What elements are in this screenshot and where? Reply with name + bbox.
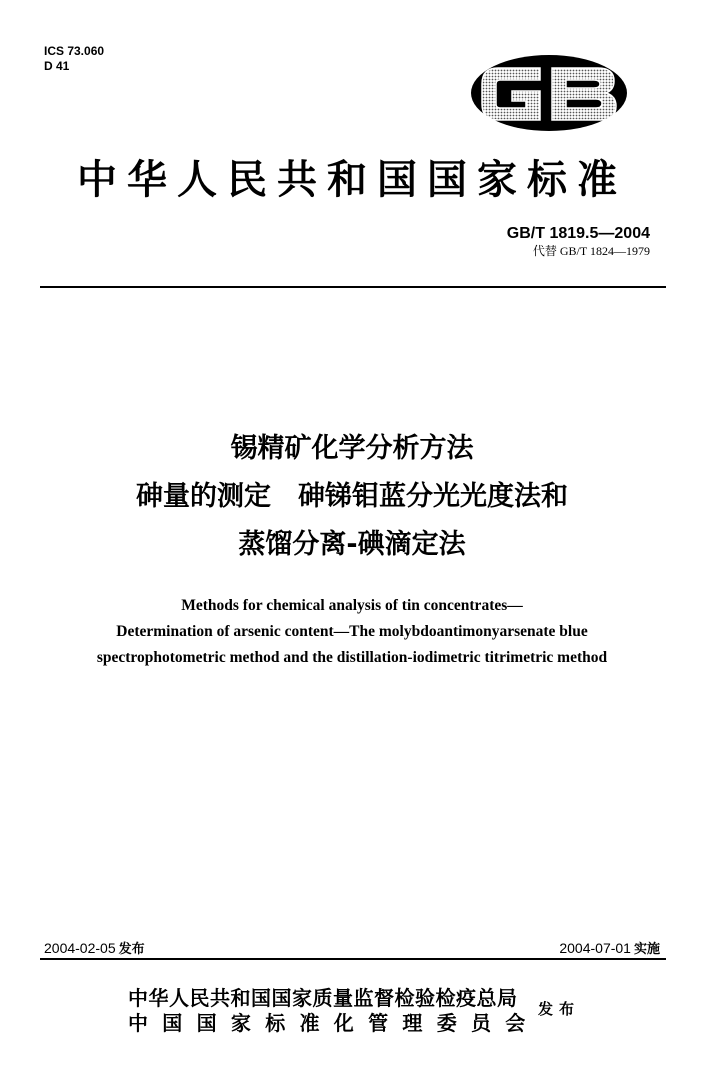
title-en-line-1: Methods for chemical analysis of tin concentrates— <box>181 597 523 614</box>
issue-label: 发布 <box>118 942 145 957</box>
title-en-line-3: spectrophotometric method and the distillation-iodimetric titrimetric method <box>96 649 608 666</box>
implement-label: 实施 <box>633 942 660 957</box>
title-cn-line-2: 砷量的测定 砷锑钼蓝分光光度法和 <box>136 481 568 512</box>
header-divider <box>40 286 666 288</box>
title-cn-line-3: 蒸馏分离-碘滴定法 <box>238 529 466 560</box>
issuer-aqsiq: 中华人民共和国国家质量监督检验检疫总局 <box>128 986 518 1010</box>
classification-codes <box>44 44 104 74</box>
ics-code: ICS 73.060 <box>44 44 105 58</box>
gb-logo-icon <box>470 54 628 132</box>
ccs-code: D 41 <box>44 59 70 73</box>
footer-divider <box>40 958 666 960</box>
standard-number: GB/T 1819.5—2004 <box>506 225 650 242</box>
issuer-sac: 中国国家标准化管理委员会 <box>128 1011 540 1035</box>
issue-date <box>44 938 145 957</box>
implement-date-value: 2004-07-01 <box>559 940 631 956</box>
issue-date-value: 2004-02-05 <box>44 940 116 956</box>
publish-label: 发布 <box>538 1000 581 1018</box>
implement-date <box>559 938 660 957</box>
replaces-standard: 代替 GB/T 1824—1979 <box>532 244 650 258</box>
title-cn-line-1: 锡精矿化学分析方法 <box>230 433 474 464</box>
title-en-line-2: Determination of arsenic content—The molybdoantimonyarsenate blue <box>116 623 588 640</box>
org-title: 中华人民共和国国家标准 <box>77 156 627 203</box>
